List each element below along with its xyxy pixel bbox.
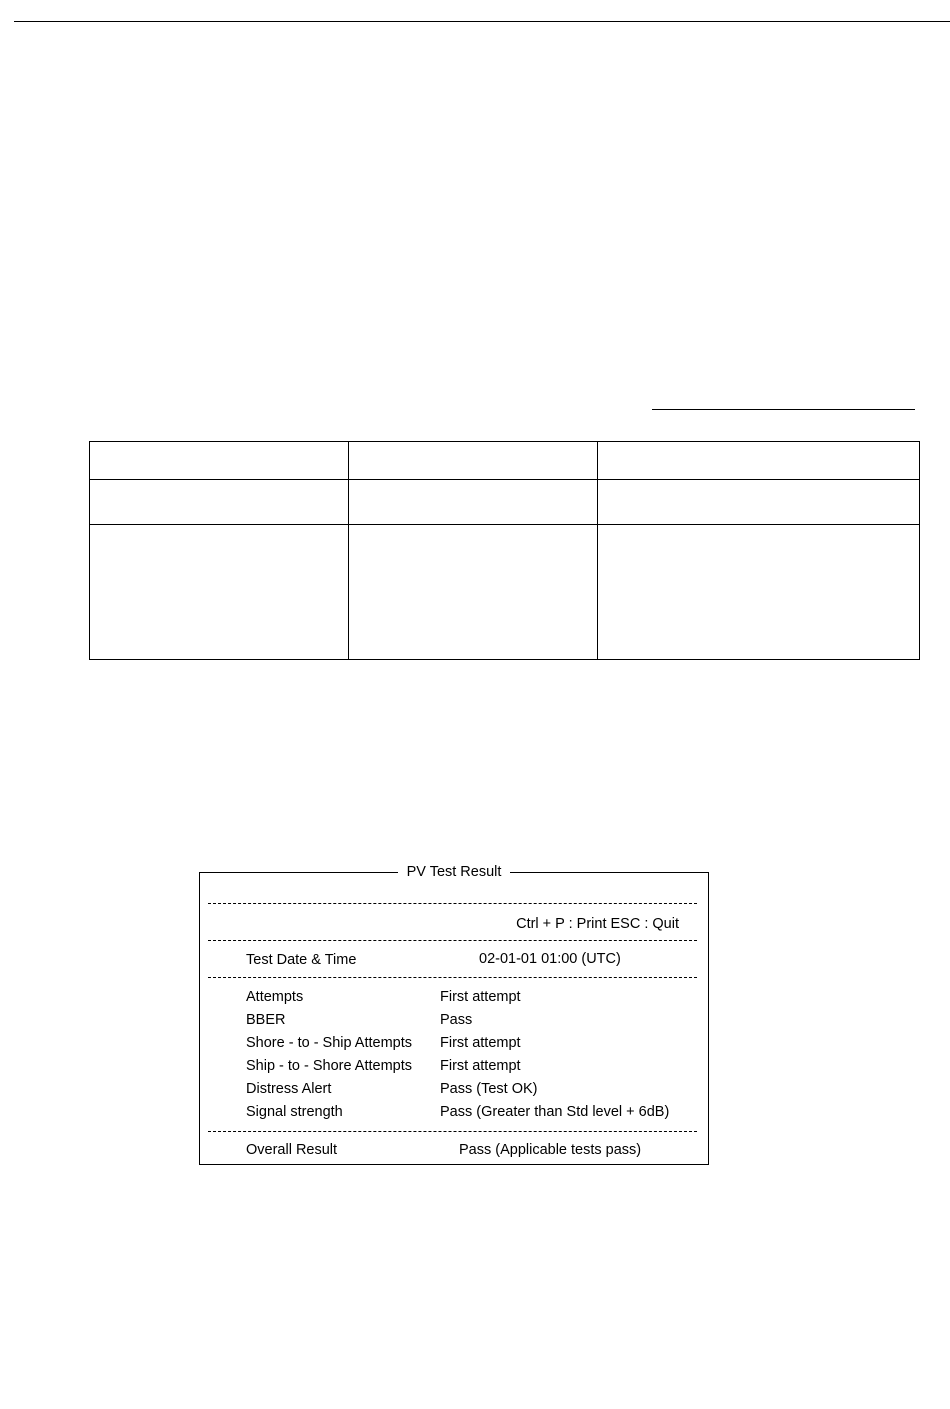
dashed-divider bbox=[208, 903, 697, 904]
result-value: First attempt bbox=[440, 989, 521, 1005]
overall-result-value: Pass (Applicable tests pass) bbox=[459, 1142, 642, 1158]
table-cell bbox=[90, 442, 349, 480]
test-date-value: 02-01-01 01:00 (UTC) bbox=[479, 951, 621, 967]
result-label: Shore - to - Ship Attempts bbox=[246, 1035, 413, 1051]
header-rule bbox=[14, 21, 950, 22]
pv-test-result-screen bbox=[199, 864, 709, 1165]
table-cell bbox=[349, 442, 598, 480]
dashed-divider bbox=[208, 977, 697, 978]
table-cell bbox=[598, 525, 920, 660]
dashed-divider bbox=[208, 940, 697, 941]
table-cell bbox=[90, 480, 349, 525]
signature-line bbox=[652, 409, 915, 410]
result-value: Pass bbox=[440, 1012, 473, 1028]
table-row bbox=[90, 480, 920, 525]
result-label: BBER bbox=[246, 1012, 286, 1028]
blank-form-table bbox=[89, 441, 920, 660]
result-label: Distress Alert bbox=[246, 1081, 332, 1097]
result-value: First attempt bbox=[440, 1035, 521, 1051]
table-cell bbox=[90, 525, 349, 660]
table-row bbox=[90, 442, 920, 480]
table-cell bbox=[598, 480, 920, 525]
result-value: First attempt bbox=[440, 1058, 521, 1074]
table-cell bbox=[349, 480, 598, 525]
result-value: Pass (Greater than Std level + 6dB) bbox=[440, 1104, 670, 1120]
overall-result-label: Overall Result bbox=[246, 1142, 338, 1158]
screen-title: PV Test Result bbox=[398, 864, 511, 880]
result-label: Ship - to - Shore Attempts bbox=[246, 1058, 413, 1074]
table-cell bbox=[349, 525, 598, 660]
result-value: Pass (Test OK) bbox=[440, 1081, 538, 1097]
result-label: Attempts bbox=[246, 989, 304, 1005]
test-date-label: Test Date & Time bbox=[246, 952, 357, 968]
result-label: Signal strength bbox=[246, 1104, 343, 1120]
table-row bbox=[90, 525, 920, 660]
shortcut-hint[interactable]: Ctrl + P : Print ESC : Quit bbox=[516, 916, 679, 932]
dashed-divider bbox=[208, 1131, 697, 1132]
table-cell bbox=[598, 442, 920, 480]
